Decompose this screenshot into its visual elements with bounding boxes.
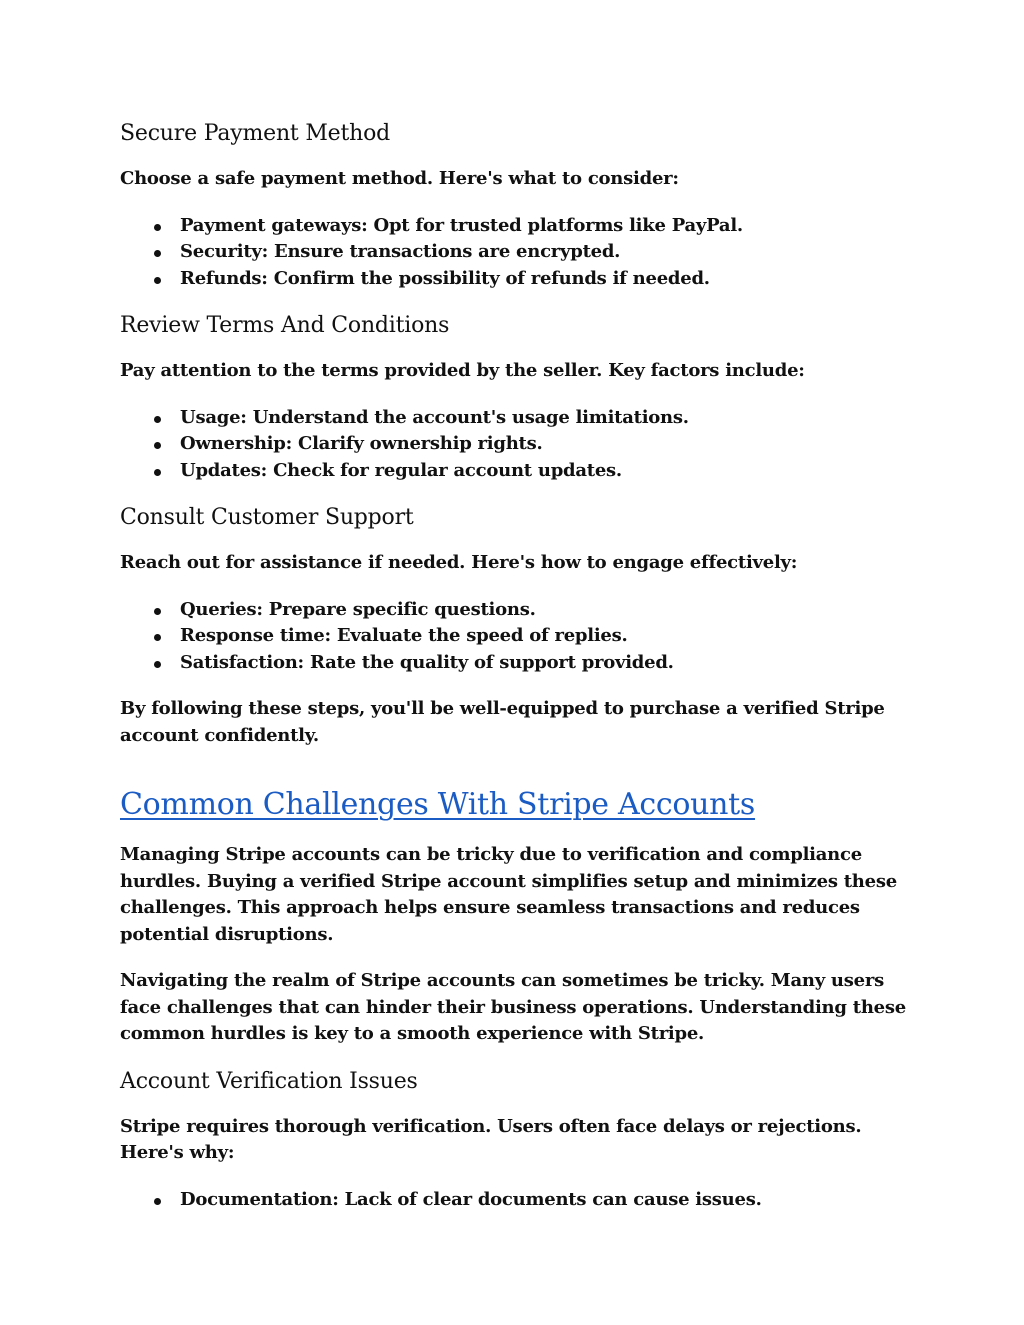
list-item: Security: Ensure transactions are encrypted. xyxy=(120,239,910,266)
document-content xyxy=(120,116,910,1213)
section-intro: Stripe requires thorough verification. Users often face delays or rejections. Here's why: xyxy=(120,1115,862,1163)
list-item: Satisfaction: Rate the quality of support provided. xyxy=(120,650,910,677)
bullet-icon xyxy=(154,416,161,423)
bullet-list xyxy=(120,405,910,485)
list-item: Documentation: Lack of clear documents can cause issues. xyxy=(120,1187,910,1214)
bullet-icon xyxy=(154,250,161,257)
challenges-paragraph: Managing Stripe accounts can be tricky due to verification and compliance hurdles. Buying a verified Stripe account simplifies setup and minimizes these challenges. This approach helps ensure seamless transactions and reduces potential disruptions. xyxy=(120,844,897,945)
bullet-icon xyxy=(154,634,161,641)
bullet-list xyxy=(120,597,910,677)
bullet-list xyxy=(120,213,910,293)
section-intro: Pay attention to the terms provided by the seller. Key factors include: xyxy=(120,360,805,381)
list-item: Refunds: Confirm the possibility of refunds if needed. xyxy=(120,266,910,293)
bullet-icon xyxy=(154,277,161,284)
conclusion-paragraph: By following these steps, you'll be well-equipped to purchase a verified Stripe account confidently. xyxy=(120,698,885,746)
list-item: Usage: Understand the account's usage limitations. xyxy=(120,405,910,432)
bullet-icon xyxy=(154,224,161,231)
challenges-title-link[interactable]: Common Challenges With Stripe Accounts xyxy=(120,787,756,822)
bullet-list xyxy=(120,1187,910,1214)
section-intro: Reach out for assistance if needed. Here's how to engage effectively: xyxy=(120,552,798,573)
list-item: Response time: Evaluate the speed of replies. xyxy=(120,623,910,650)
bullet-icon xyxy=(154,469,161,476)
bullet-icon xyxy=(154,661,161,668)
challenges-title xyxy=(120,784,910,826)
list-item: Payment gateways: Opt for trusted platforms like PayPal. xyxy=(120,213,910,240)
section-intro: Choose a safe payment method. Here's what to consider: xyxy=(120,168,679,189)
section-heading: Account Verification Issues xyxy=(120,1068,418,1094)
section-heading: Secure Payment Method xyxy=(120,121,391,146)
challenges-paragraph: Navigating the realm of Stripe accounts can sometimes be tricky. Many users face challenges that can hinder their business operations. Understanding these common hurdles is key to a smooth experience with Stripe. xyxy=(120,970,906,1044)
list-item: Ownership: Clarify ownership rights. xyxy=(120,431,910,458)
section-heading: Review Terms And Conditions xyxy=(120,313,450,338)
section-heading: Consult Customer Support xyxy=(120,505,414,530)
list-item: Updates: Check for regular account updates. xyxy=(120,458,910,485)
bullet-icon xyxy=(154,442,161,449)
bullet-icon xyxy=(154,1198,161,1205)
bullet-icon xyxy=(154,608,161,615)
list-item: Queries: Prepare specific questions. xyxy=(120,597,910,624)
